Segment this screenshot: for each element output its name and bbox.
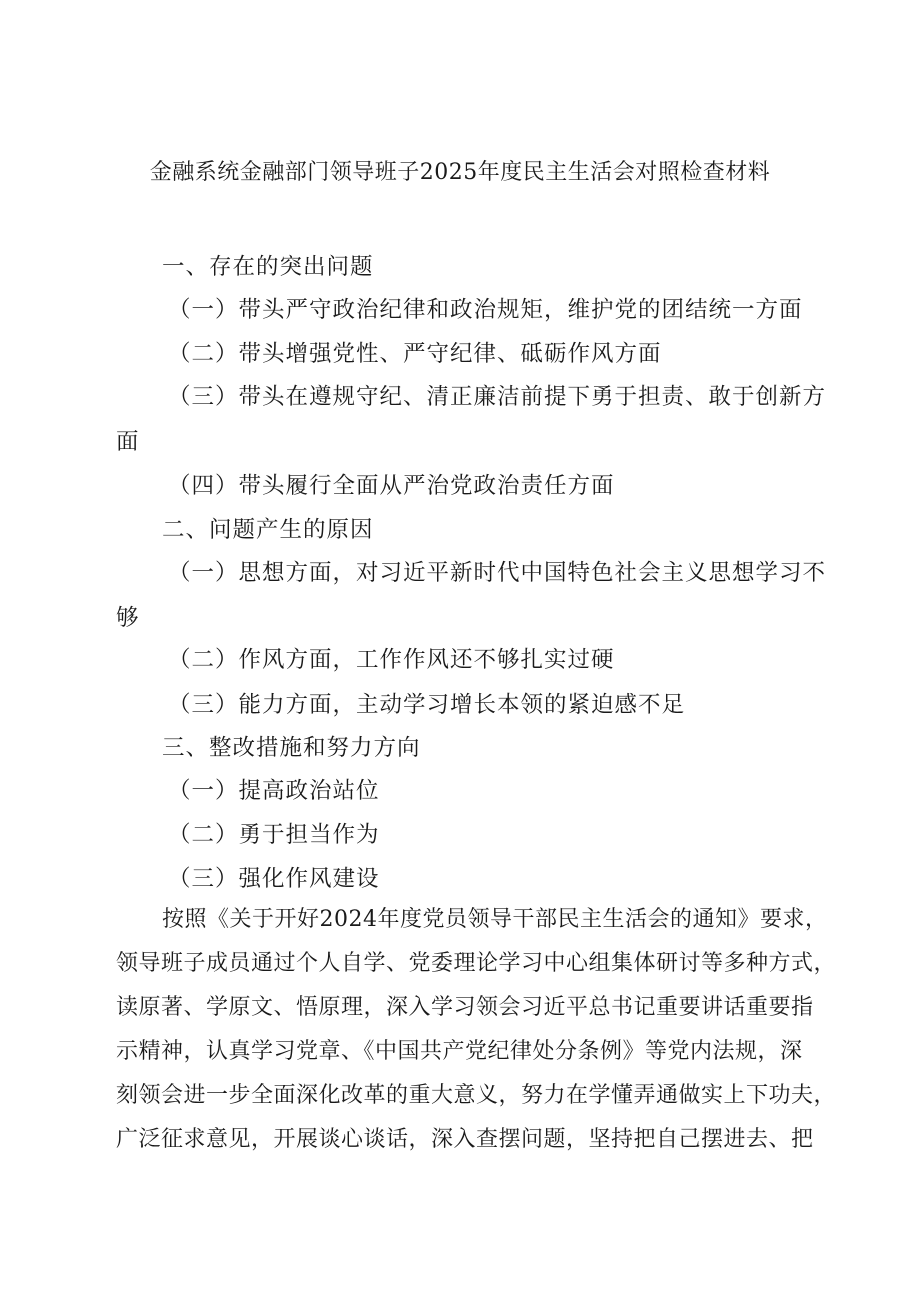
paragraph-line: 领导班子成员通过个人自学、党委理论学习中心组集体研讨等多种方式， [116, 951, 837, 976]
paragraph-line: 示精神，认真学习党章、《中国共产党纪律处分条例》等党内法规，深 [116, 1039, 803, 1064]
section3-item-3: （三）强化作风建设 [168, 866, 380, 892]
section2-item-1-continued: 够 [116, 605, 140, 631]
section3-item-1: （一）提高政治站位 [168, 778, 380, 804]
section-heading-2: 二、问题产生的原因 [162, 517, 374, 543]
section1-item-2: （二）带头增强党性、严守纪律、砥砺作风方面 [168, 341, 662, 367]
section2-item-3: （三）能力方面，主动学习增长本领的紧迫感不足 [168, 692, 686, 718]
paragraph-line: 广泛征求意见，开展谈心谈话，深入查摆问题，坚持把自己摆进去、把 [116, 1127, 814, 1152]
paragraph-line: 刻领会进一步全面深化改革的重大意义，努力在学懂弄通做实上下功夫， [116, 1083, 837, 1108]
section1-item-1: （一）带头严守政治纪律和政治规矩，维护党的团结统一方面 [168, 297, 803, 323]
body-paragraph [116, 898, 836, 1162]
section1-item-3: （三）带头在遵规守纪、清正廉洁前提下勇于担责、敢于创新方 [168, 384, 827, 410]
section1-item-3-continued: 面 [116, 429, 140, 455]
document-title: 金融系统金融部门领导班子2025年度民主生活会对照检查材料 [149, 160, 771, 185]
section3-item-2: （二）勇于担当作为 [168, 822, 380, 848]
paragraph-line: 读原著、学原文、悟原理，深入学习领会习近平总书记重要讲话重要指 [116, 995, 814, 1020]
section1-item-4: （四）带头履行全面从严治党政治责任方面 [168, 473, 615, 499]
section-heading-3: 三、整改措施和努力方向 [162, 735, 421, 761]
section2-item-2: （二）作风方面，工作作风还不够扎实过硬 [168, 647, 615, 673]
section2-item-1: （一）思想方面，对习近平新时代中国特色社会主义思想学习不 [168, 560, 827, 586]
paragraph-line: 按照《关于开好2024年度党员领导干部民主生活会的通知》要求， [162, 907, 828, 932]
section-heading-1: 一、存在的突出问题 [162, 254, 374, 280]
